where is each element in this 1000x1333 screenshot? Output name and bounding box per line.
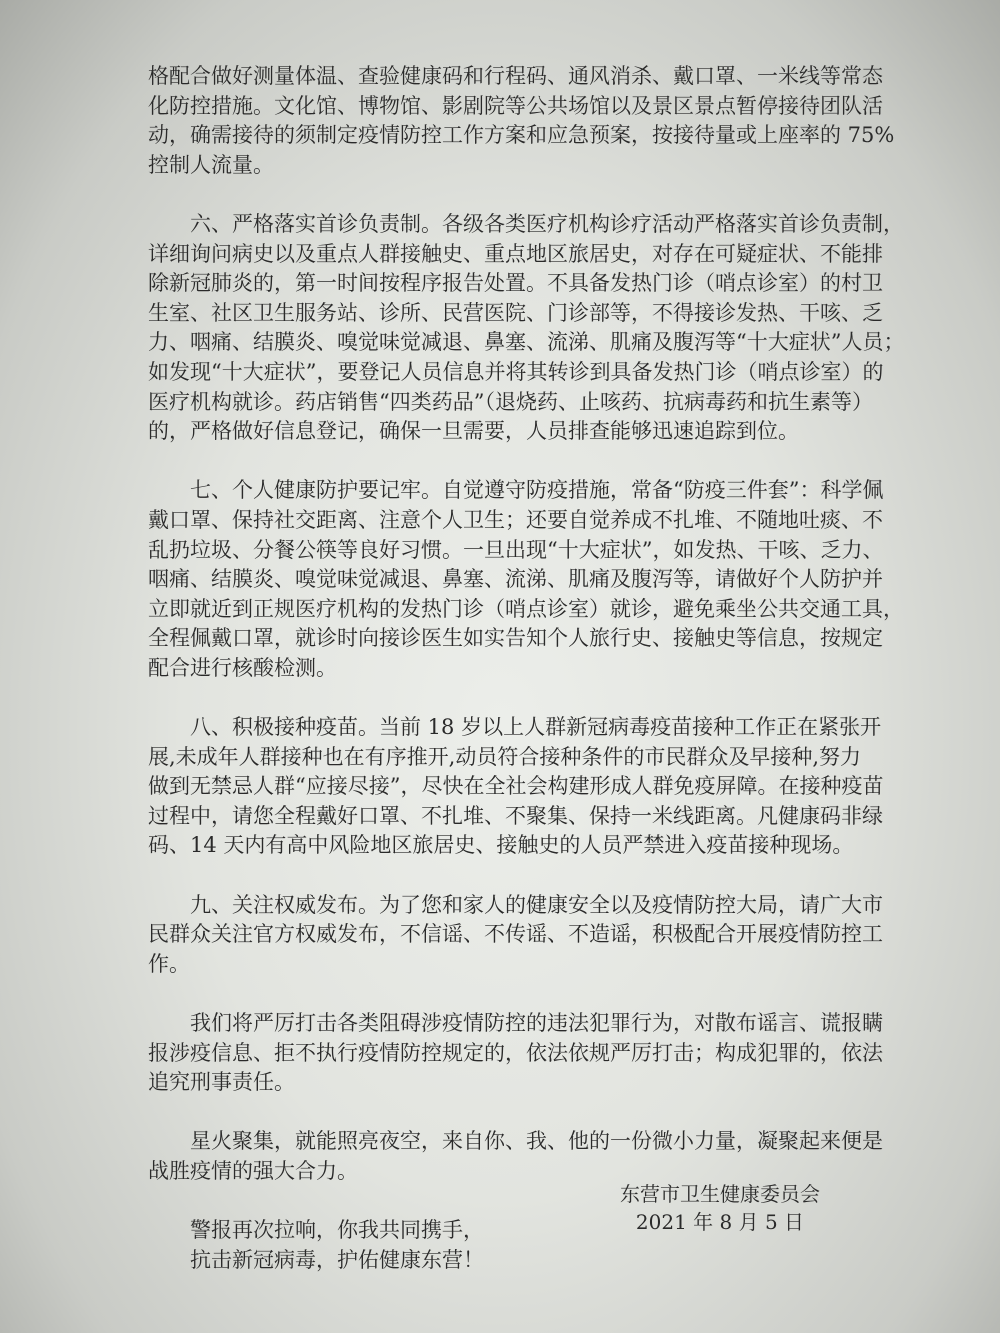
text-line: 全程佩戴口罩，就诊时向接诊医生如实告知个人旅行史、接触史等信息，按规定 [148, 626, 883, 651]
text-line: 星火聚集，就能照亮夜空，来自你、我、他的一份微小力量，凝聚起来便是 [190, 1129, 883, 1154]
text-line: 过程中，请您全程戴好口罩、不扎堆、不聚集、保持一米线距离。凡健康码非绿 [148, 803, 883, 828]
text-line: 的，严格做好信息登记，确保一旦需要，人员排查能够迅速追踪到位。 [148, 419, 799, 444]
text-line: 警报再次拉响，你我共同携手， [190, 1218, 484, 1243]
text-line: 除新冠肺炎的，第一时间按程序报告处置。不具备发热门诊（哨点诊室）的村卫 [148, 271, 883, 296]
text-line: 抗击新冠病毒，护佑健康东营！ [190, 1247, 484, 1272]
text-line: 码、14 天内有高中风险地区旅居史、接触史的人员严禁进入疫苗接种现场。 [148, 833, 854, 858]
text-line: 戴口罩、保持社交距离、注意个人卫生；还要自觉养成不扎堆、不随地吐痰、不 [148, 507, 883, 532]
paragraph-continued [148, 62, 895, 180]
text-line: 追究刑事责任。 [148, 1070, 295, 1095]
text-line: 格配合做好测量体温、查验健康码和行程码、通风消杀、戴口罩、一米线等常态 [148, 64, 883, 88]
paragraph-section-seven [148, 476, 904, 683]
text-line: 乱扔垃圾、分餐公筷等良好习惯。一旦出现“十大症状”，如发热、干咳、乏力、 [148, 537, 884, 562]
text-line: 动，确需接待的须制定疫情防控工作方案和应急预案，按接待量或上座率的 75% [148, 123, 895, 148]
text-line: 六、严格落实首诊负责制。各级各类医疗机构诊疗活动严格落实首诊负责制， [190, 211, 904, 236]
text-line: 我们将严厉打击各类阻碍涉疫情防控的违法犯罪行为，对散布谣言、谎报瞒 [190, 1011, 883, 1035]
text-line: 立即就近到正规医疗机构的发热门诊（哨点诊室）就诊，避免乘坐公共交通工具， [148, 596, 904, 621]
paragraph-section-nine [148, 891, 883, 980]
text-line: 展,未成年人群接种也在有序推开,动员符合接种条件的市民群众及早接种,努力 [148, 744, 862, 769]
text-line: 八、积极接种疫苗。当前 18 岁以上人群新冠病毒疫苗接种工作正在紧张开 [190, 715, 882, 740]
paragraph-section-eight [148, 713, 884, 861]
text-line: 咽痛、结膜炎、嗅觉味觉减退、鼻塞、流涕、肌痛及腹泻等，请做好个人防护并 [148, 567, 883, 592]
text-line: 配合进行核酸检测。 [148, 655, 337, 680]
text-line: 生室、社区卫生服务站、诊所、民营医院、门诊部等，不得接诊发热、干咳、乏 [148, 300, 883, 325]
text-line: 控制人流量。 [148, 152, 274, 177]
text-line: 详细询问病史以及重点人群接触史、重点地区旅居史，对存在可疑症状、不能排 [148, 241, 883, 266]
text-line: 战胜疫情的强大合力。 [148, 1158, 358, 1183]
issuer-name: 东营市卫生健康委员会 [620, 1182, 820, 1206]
paragraph-crackdown [148, 1009, 883, 1098]
text-line: 作。 [148, 951, 190, 976]
text-line: 力、咽痛、结膜炎、嗅觉味觉减退、鼻塞、流涕、肌痛及腹泻等“十大症状”人员； [148, 330, 905, 355]
text-line: 化防控措施。文化馆、博物馆、影剧院等公共场馆以及景区景点暂停接待团队活 [148, 93, 883, 118]
text-line: 七、个人健康防护要记牢。自觉遵守防疫措施，常备“防疫三件套”：科学佩 [190, 478, 884, 503]
paragraph-section-six [148, 210, 905, 447]
issue-date: 2021 年 8 月 5 日 [635, 1210, 805, 1234]
document-body [148, 62, 905, 1275]
text-line: 报涉疫信息、拒不执行疫情防控规定的，依法依规严厉打击；构成犯罪的，依法 [148, 1040, 883, 1065]
paragraph-spark [148, 1127, 883, 1186]
text-line: 医疗机构就诊。药店销售“四类药品”（退烧药、止咳药、抗病毒药和抗生素等） [148, 389, 873, 414]
signature-block [600, 1180, 840, 1236]
text-line: 做到无禁忌人群“应接尽接”，尽快在全社会构建形成人群免疫屏障。在接种疫苗 [148, 774, 884, 799]
text-line: 如发现“十大症状”，要登记人员信息并将其转诊到具备发热门诊（哨点诊室）的 [148, 359, 884, 384]
text-line: 民群众关注官方权威发布，不信谣、不传谣、不造谣，积极配合开展疫情防控工 [148, 922, 883, 947]
text-line: 九、关注权威发布。为了您和家人的健康安全以及疫情防控大局，请广大市 [190, 892, 883, 917]
